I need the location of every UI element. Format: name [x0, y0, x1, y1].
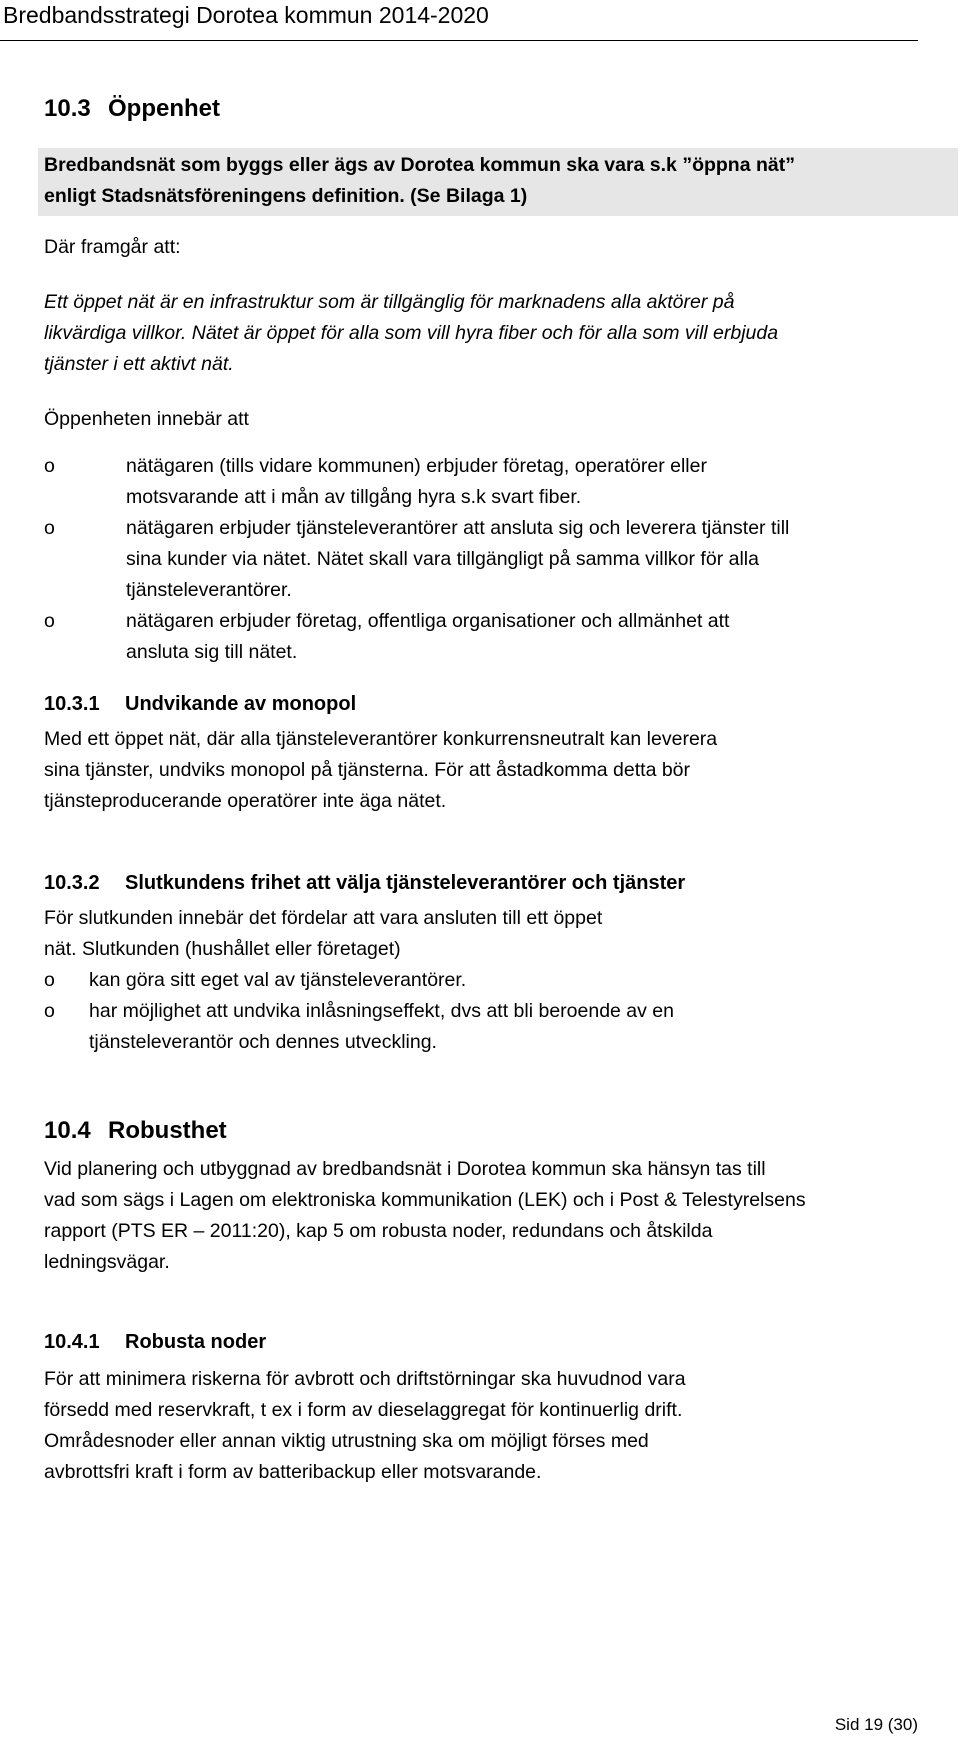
- paragraph-line: ledningsvägar.: [44, 1251, 170, 1273]
- page-content: [44, 92, 954, 1488]
- list-item-line: kan göra sitt eget val av tjänsteleverantörer.: [89, 969, 467, 991]
- list-item-line: nätägaren erbjuder tjänsteleverantörer att ansluta sig och leverera tjänster till: [126, 517, 790, 539]
- paragraph-line: Med ett öppet nät, där alla tjänsteleverantörer konkurrensneutralt kan leverera: [44, 728, 718, 750]
- list-item: [44, 451, 954, 513]
- section-number: 10.3.1: [44, 693, 100, 715]
- list-item-line: nätägaren erbjuder företag, offentliga organisationer och allmänhet att: [126, 610, 730, 632]
- statement-line: enligt Stadsnätsföreningens definition. (Se Bilaga 1): [44, 185, 528, 207]
- bullet-marker: o: [44, 455, 55, 477]
- page-header: [0, 0, 918, 41]
- openness-list: [44, 451, 954, 668]
- list-item: [44, 996, 954, 1058]
- section-title: Öppenhet: [108, 95, 220, 122]
- section-heading-10-4-1: [44, 1326, 954, 1358]
- paragraph: [44, 903, 954, 965]
- paragraph: [44, 724, 954, 817]
- paragraph-line: Vid planering och utbyggnad av bredbandsnät i Dorotea kommun ska hänsyn tas till: [44, 1158, 766, 1180]
- quote-line: tjänster i ett aktivt nät.: [44, 353, 234, 375]
- section-heading-10-3-2: [44, 867, 954, 899]
- paragraph-line: försedd med reservkraft, t ex i form av dieselaggregat för kontinuerlig drift.: [44, 1399, 683, 1421]
- highlighted-statement: [38, 148, 958, 216]
- section-heading-10-4: [44, 1114, 954, 1148]
- section-title: Robusthet: [108, 1117, 227, 1144]
- intro-text: Där framgår att:: [44, 236, 181, 258]
- bullet-marker: o: [44, 969, 55, 991]
- paragraph-line: rapport (PTS ER – 2011:20), kap 5 om robusta noder, redundans och åtskilda: [44, 1220, 713, 1242]
- section-number: 10.3: [44, 95, 91, 122]
- paragraph-line: tjänsteproducerande operatörer inte äga nätet.: [44, 790, 447, 812]
- statement-line: Bredbandsnät som byggs eller ägs av Dorotea kommun ska vara s.k ”öppna nät”: [44, 154, 795, 176]
- section-number: 10.4: [44, 1117, 91, 1144]
- customer-benefits-list: [44, 965, 954, 1058]
- paragraph-line: avbrottsfri kraft i form av batteribackup eller motsvarande.: [44, 1461, 542, 1483]
- quote-line: likvärdiga villkor. Nätet är öppet för alla som vill hyra fiber och för alla som vill erbjuda: [44, 322, 779, 344]
- paragraph: [44, 1364, 954, 1488]
- list-item-line: tjänsteleverantör och dennes utveckling.: [89, 1031, 437, 1053]
- list-item-line: har möjlighet att undvika inlåsningseffekt, dvs att bli beroende av en: [89, 1000, 674, 1022]
- paragraph-line: För att minimera riskerna för avbrott och driftstörningar ska huvudnod vara: [44, 1368, 686, 1390]
- document-title: Bredbandsstrategi Dorotea kommun 2014-2020: [3, 2, 489, 28]
- section-number: 10.3.2: [44, 872, 100, 894]
- list-item-line: motsvarande att i mån av tillgång hyra s.k svart fiber.: [126, 486, 582, 508]
- list-item-line: nätägaren (tills vidare kommunen) erbjuder företag, operatörer eller: [126, 455, 707, 477]
- page-number: Sid 19 (30): [834, 1715, 918, 1734]
- list-item: [44, 965, 954, 996]
- list-item: [44, 513, 954, 606]
- list-item-line: ansluta sig till nätet.: [126, 641, 298, 663]
- section-heading-10-3: [44, 92, 954, 126]
- definition-quote: [44, 287, 954, 380]
- section-title: Robusta noder: [125, 1331, 267, 1353]
- bullet-marker: o: [44, 1000, 55, 1022]
- paragraph-line: sina tjänster, undviks monopol på tjänsterna. För att åstadkomma detta bör: [44, 759, 691, 781]
- section-number: 10.4.1: [44, 1331, 100, 1353]
- paragraph-line: För slutkunden innebär det fördelar att vara ansluten till ett öppet: [44, 907, 603, 929]
- bullet-marker: o: [44, 610, 55, 632]
- list-item-line: tjänsteleverantörer.: [126, 579, 292, 601]
- section-title: Slutkundens frihet att välja tjänsteleverantörer och tjänster: [125, 872, 686, 894]
- list-item: [44, 606, 954, 668]
- paragraph-line: vad som sägs i Lagen om elektroniska kommunikation (LEK) och i Post & Telestyrelsens: [44, 1189, 806, 1211]
- bullet-marker: o: [44, 517, 55, 539]
- paragraph-line: nät. Slutkunden (hushållet eller företaget): [44, 938, 401, 960]
- quote-line: Ett öppet nät är en infrastruktur som är tillgänglig för marknadens alla aktörer på: [44, 291, 735, 313]
- section-heading-10-3-1: [44, 688, 954, 720]
- openness-intro: Öppenheten innebär att: [44, 408, 249, 430]
- section-title: Undvikande av monopol: [125, 693, 357, 715]
- list-item-line: sina kunder via nätet. Nätet skall vara tillgängligt på samma villkor för alla: [126, 548, 759, 570]
- paragraph-line: Områdesnoder eller annan viktig utrustning ska om möjligt förses med: [44, 1430, 649, 1452]
- paragraph: [44, 1154, 954, 1278]
